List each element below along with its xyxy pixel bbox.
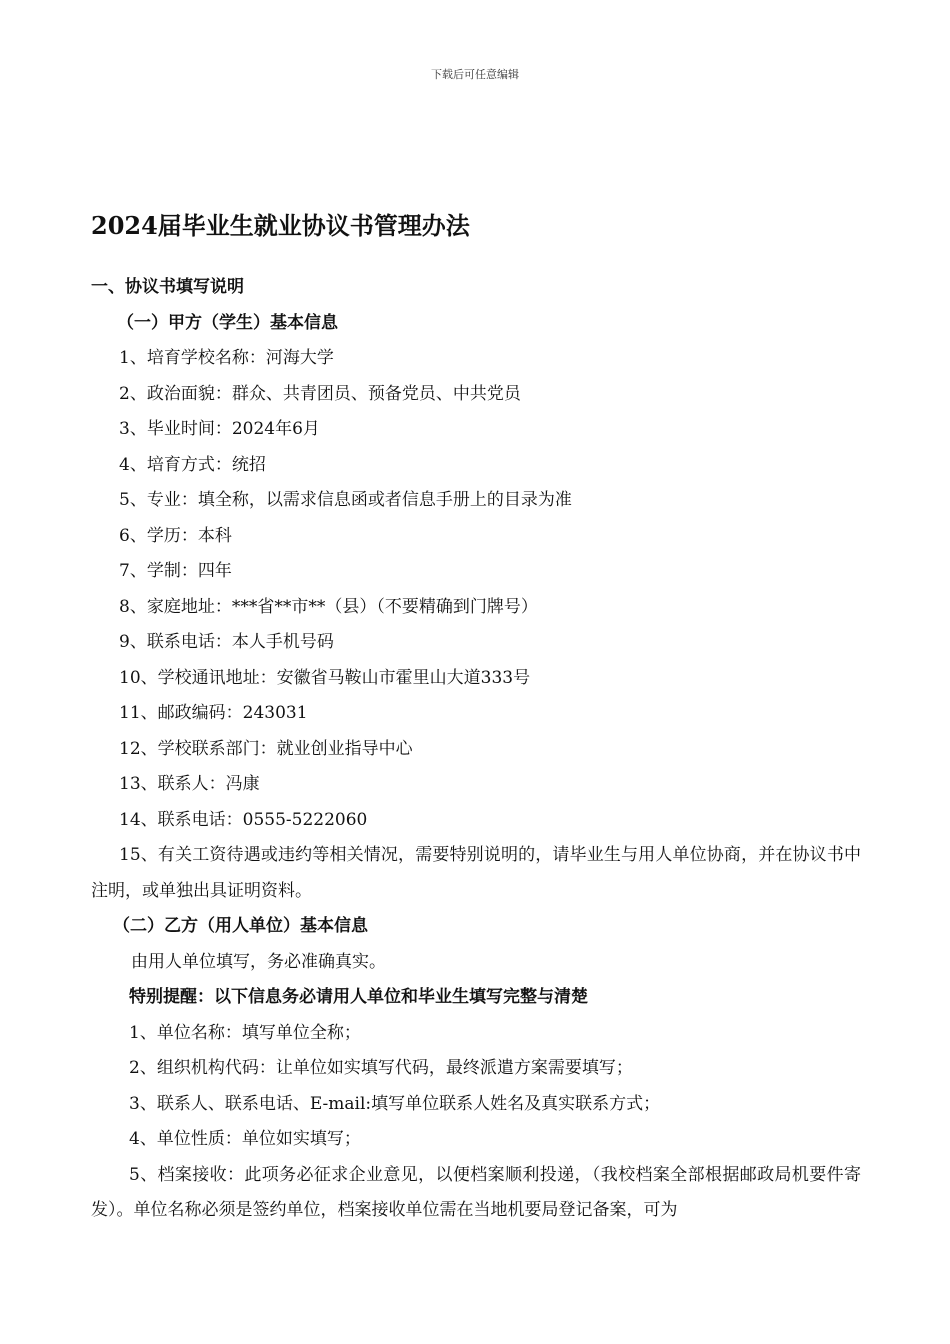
list-item: 8、家庭地址：***省**市**（县）（不要精确到门牌号） [119,596,538,617]
subsection-heading-employer: （二）乙方（用人单位）基本信息 [113,916,368,936]
list-item: 1、培育学校名称：河海大学 [119,348,334,368]
list-item: 6、学历：本科 [119,525,232,546]
list-item: 7、学制：四年 [119,561,232,581]
document-body [91,270,861,1229]
list-item: 3、联系人、联系电话、E-mail:填写单位联系人姓名及真实联系方式； [129,1093,661,1114]
list-item: 11、邮政编码：243031 [119,703,308,723]
list-item: 2、政治面貌：群众、共青团员、预备党员、中共党员 [119,383,521,404]
header-note: 下载后可任意编辑 [431,68,519,81]
list-item: 4、单位性质：单位如实填写； [129,1129,361,1149]
list-item: 12、学校联系部门：就业创业指导中心 [119,738,413,759]
list-item: 13、联系人：冯康 [119,774,260,794]
list-item: 14、联系电话：0555-5222060 [119,809,368,830]
list-item: 4、培育方式：统招 [119,454,266,475]
list-item: 9、联系电话：本人手机号码 [119,632,334,652]
list-item: 3、毕业时间：2024年6月 [119,419,320,439]
employer-intro: 由用人单位填写，务必准确真实。 [131,951,386,972]
list-item: 2、组织机构代码：让单位如实填写代码，最终派遣方案需要填写； [129,1058,633,1078]
list-item-paragraph: 5、档案接收：此项务必征求企业意见，以便档案顺利投递，（我校档案全部根据邮政局机要件寄发）。单位名称必须是签约单位，档案接收单位需在当地机要局登记备案，可为 [91,1164,861,1220]
special-reminder: 特别提醒：以下信息务必请用人单位和毕业生填写完整与清楚 [129,987,588,1007]
list-item: 10、学校通讯地址：安徽省马鞍山市霍里山大道333号 [119,667,531,688]
list-item-paragraph: 15、有关工资待遇或违约等相关情况，需要特别说明的，请毕业生与用人单位协商，并在协议书中注明，或单独出具证明资料。 [91,845,861,901]
list-item: 5、专业：填全称，以需求信息函或者信息手册上的目录为准 [119,490,572,510]
section-heading: 一、协议书填写说明 [91,277,244,297]
subsection-heading-student: （一）甲方（学生）基本信息 [117,312,338,333]
list-item: 1、单位名称：填写单位全称； [129,1022,361,1043]
document-title: 2024届毕业生就业协议书管理办法 [91,211,470,240]
